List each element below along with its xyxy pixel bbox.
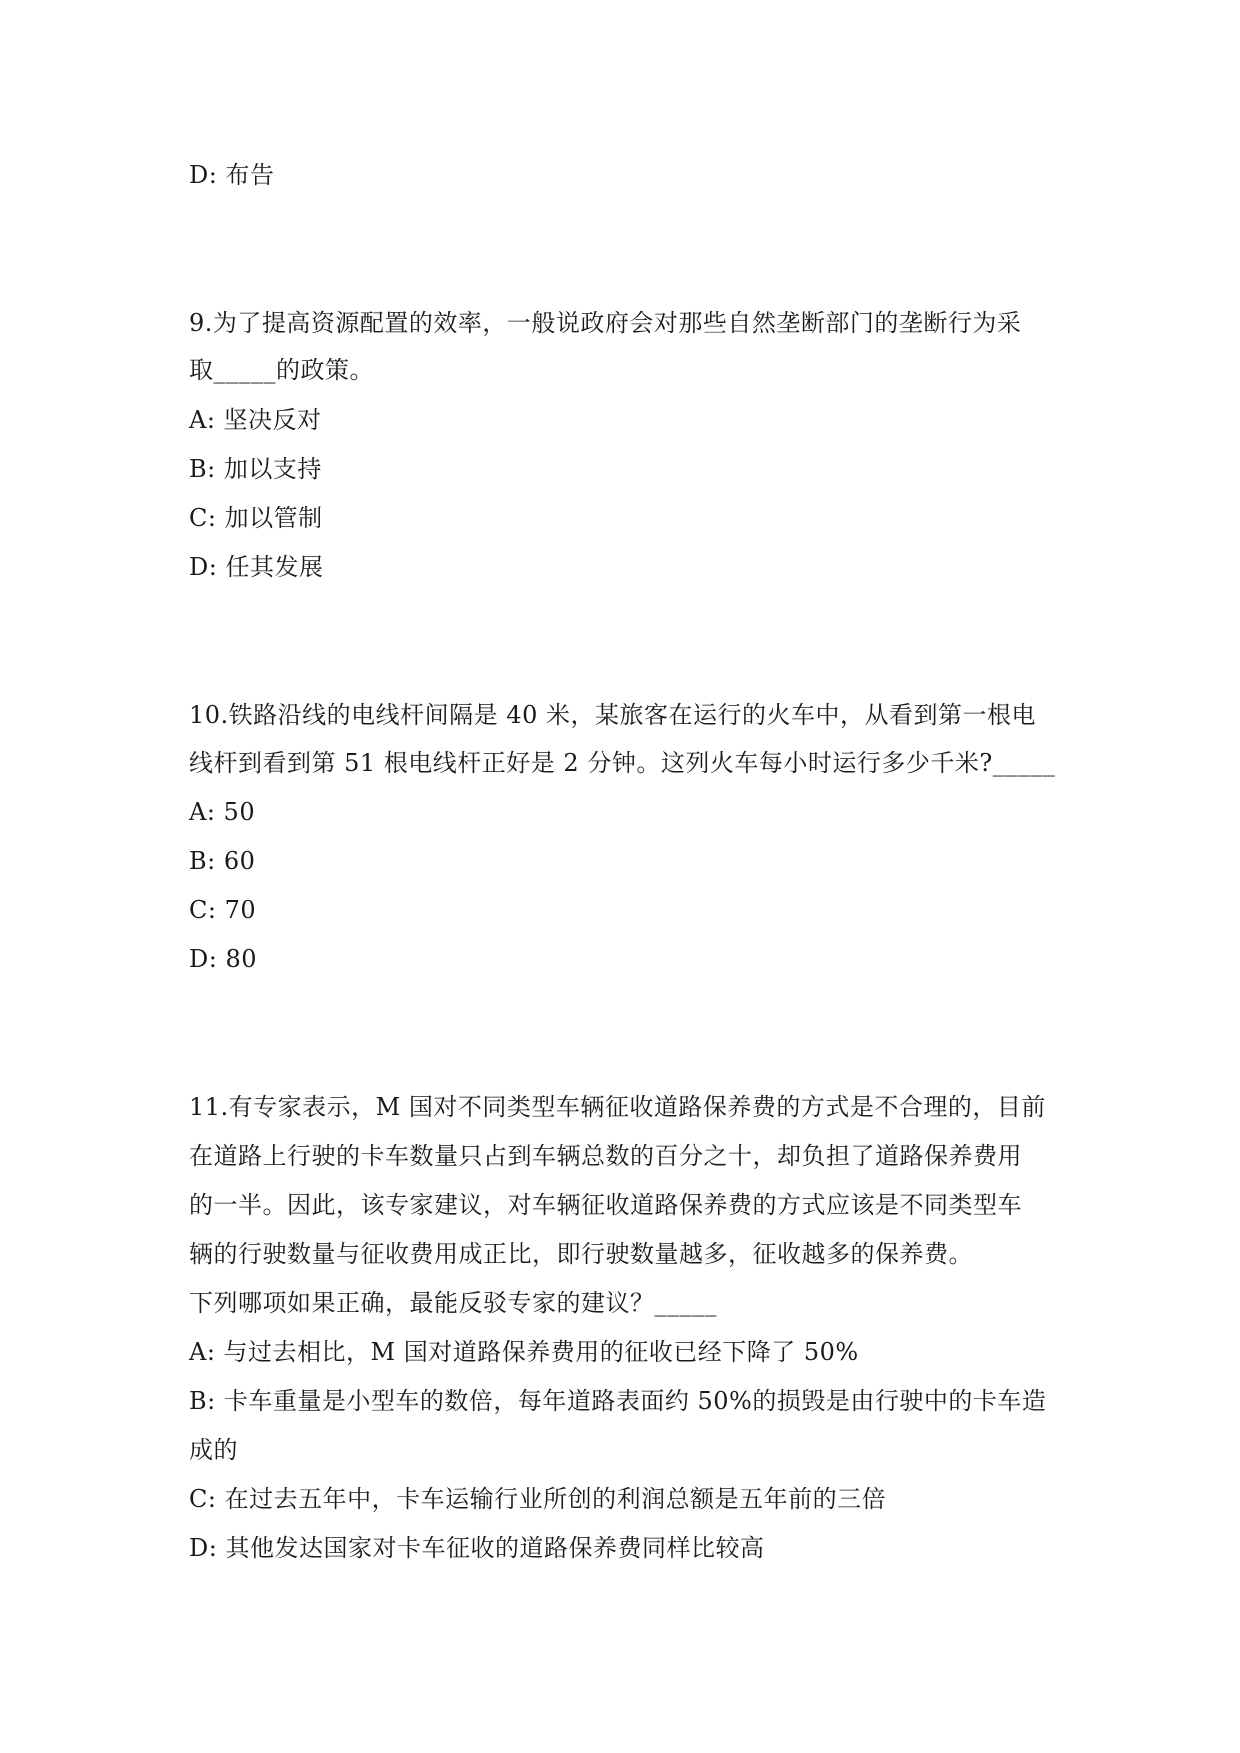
- q10-option-a: A: 50: [189, 798, 256, 826]
- q9-option-c: C: 加以管制: [189, 504, 323, 532]
- q9-stem-line-1: 9.为了提高资源配置的效率，一般说政府会对那些自然垄断部门的垄断行为采: [189, 309, 1022, 337]
- q11-stem-line-2: 在道路上行驶的卡车数量只占到车辆总数的百分之十，却负担了道路保养费用: [189, 1142, 1022, 1170]
- q11-stem-line-3: 的一半。因此，该专家建议，对车辆征收道路保养费的方式应该是不同类型车: [189, 1191, 1022, 1219]
- q9-stem-line-2: 取_____的政策。: [189, 356, 374, 384]
- q10-option-d: D: 80: [189, 945, 257, 973]
- q10-stem-line-2: 线杆到看到第 51 根电线杆正好是 2 分钟。这列火车每小时运行多少千米?_____: [189, 749, 1056, 777]
- q11-option-d: D: 其他发达国家对卡车征收的道路保养费同样比较高: [189, 1534, 765, 1562]
- q9-option-d: D: 任其发展: [189, 553, 324, 581]
- q11-option-c: C: 在过去五年中，卡车运输行业所创的利润总额是五年前的三倍: [189, 1485, 887, 1513]
- q11-option-a: A: 与过去相比，M 国对道路保养费用的征收已经下降了 50%: [189, 1338, 859, 1366]
- q9-option-a: A: 坚决反对: [189, 406, 322, 434]
- q11-option-b-line-2: 成的: [189, 1436, 238, 1464]
- q11-stem-line-4: 辆的行驶数量与征收费用成正比，即行驶数量越多，征收越多的保养费。: [189, 1240, 973, 1268]
- q10-stem-line-1: 10.铁路沿线的电线杆间隔是 40 米，某旅客在运行的火车中，从看到第一根电: [189, 701, 1036, 729]
- q11-stem-line-1: 11.有专家表示，M 国对不同类型车辆征收道路保养费的方式是不合理的，目前: [189, 1093, 1046, 1121]
- q9-option-b: B: 加以支持: [189, 455, 322, 483]
- q10-option-b: B: 60: [189, 847, 256, 875]
- q10-option-c: C: 70: [189, 896, 257, 924]
- prev-question-option-d: D: 布告: [189, 161, 275, 189]
- q11-option-b-line-1: B: 卡车重量是小型车的数倍，每年道路表面约 50%的损毁是由行驶中的卡车造: [189, 1387, 1047, 1415]
- q11-stem-line-5: 下列哪项如果正确，最能反驳专家的建议？_____: [189, 1289, 717, 1317]
